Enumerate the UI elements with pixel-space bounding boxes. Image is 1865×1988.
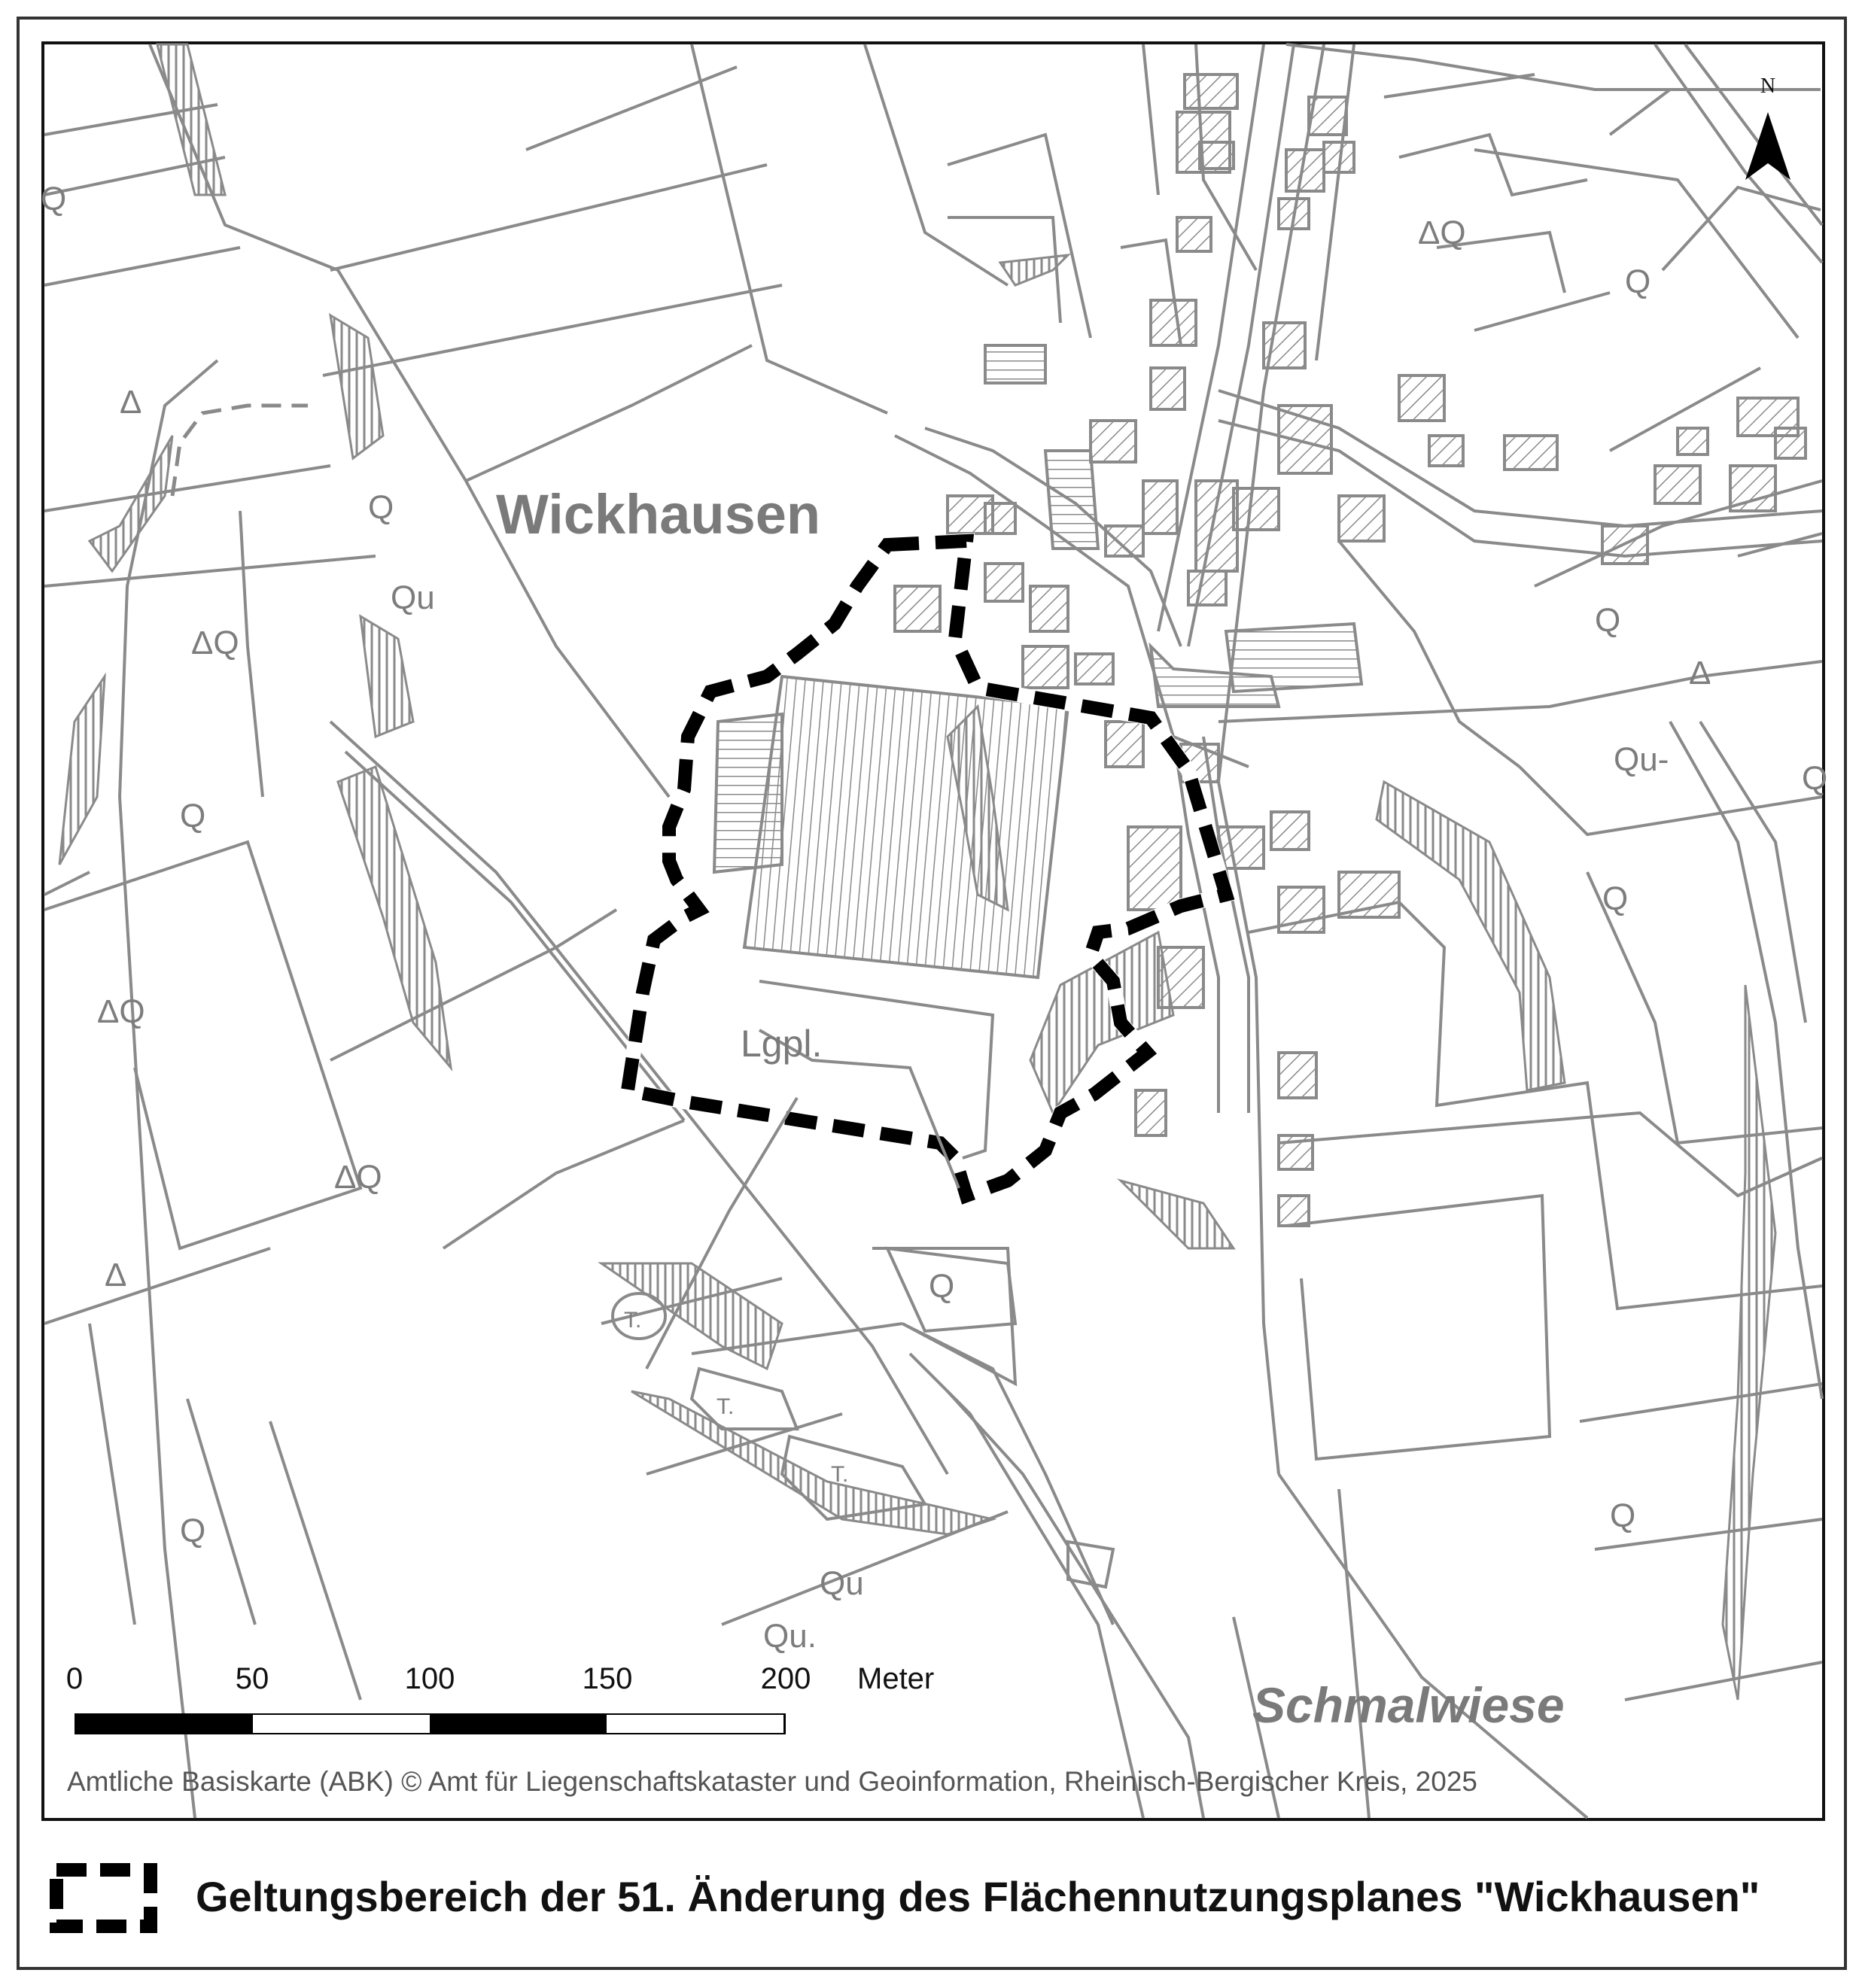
legend [41, 1844, 1825, 1941]
scale-tick-50: 50 [235, 1662, 269, 1695]
scale-unit: Meter [857, 1662, 935, 1695]
map-symbol: Q [1595, 602, 1621, 639]
scale-segment [431, 1715, 607, 1733]
place-label-wickhausen: Wickhausen [496, 483, 821, 546]
north-arrow-icon [1734, 74, 1802, 187]
scale-segment [253, 1715, 431, 1733]
map-symbol: Q [180, 798, 206, 834]
map-symbol: T. [831, 1462, 849, 1487]
map-symbol: Q [368, 489, 394, 526]
attribution: Amtliche Basiskarte (ABK) © Amt für Liegenschaftskataster und Geoinformation, Rheinisch-Bergischer Kreis, 2025 [67, 1766, 1477, 1797]
boundary-legend-icon [41, 1859, 169, 1941]
place-label-lgpl: Lgpl. [741, 1023, 823, 1065]
map-symbol: Qu. [763, 1618, 817, 1655]
north-label: N [1760, 74, 1776, 98]
map-symbol: Q [41, 181, 67, 217]
map-symbol: ΔQ [334, 1159, 382, 1196]
scale-segments [75, 1713, 786, 1734]
map-symbol: Qu- [1614, 741, 1669, 778]
scale-tick-100: 100 [404, 1662, 455, 1695]
map-symbol: Qu [820, 1565, 864, 1602]
map-symbol: Q [1802, 760, 1828, 797]
map-symbol: ΔQ [1418, 214, 1466, 251]
legend-text: Geltungsbereich der 51. Änderung des Flächennutzungsplanes "Wickhausen" [196, 1873, 1760, 1920]
map-symbol: Δ [120, 384, 142, 421]
dashed-path [172, 406, 308, 496]
map-symbol: T. [716, 1394, 735, 1419]
scale-tick-0: 0 [65, 1662, 84, 1695]
map-symbol: Q [1610, 1497, 1636, 1534]
scalebar [65, 1662, 978, 1745]
scale-segment [76, 1715, 253, 1733]
map-symbol: T. [624, 1308, 642, 1333]
map-symbol: Q [180, 1512, 206, 1549]
scale-segment [607, 1715, 784, 1733]
scale-tick-200: 200 [760, 1662, 811, 1695]
map-symbol: Q [1602, 880, 1629, 917]
map-symbol: Δ [1689, 655, 1711, 692]
map-symbol: ΔQ [97, 993, 145, 1030]
cadastral-map [41, 44, 1828, 1818]
map-symbol: Q [1625, 263, 1651, 300]
map-frame [41, 41, 1828, 1821]
place-label-schmalwiese: Schmalwiese [1252, 1677, 1565, 1733]
scale-tick-150: 150 [582, 1662, 633, 1695]
north-arrow [1734, 74, 1802, 187]
map-symbol: ΔQ [191, 625, 239, 661]
map-symbol: Qu [391, 579, 435, 616]
map-symbol: Δ [105, 1257, 127, 1293]
map-symbol: Q [929, 1268, 955, 1305]
